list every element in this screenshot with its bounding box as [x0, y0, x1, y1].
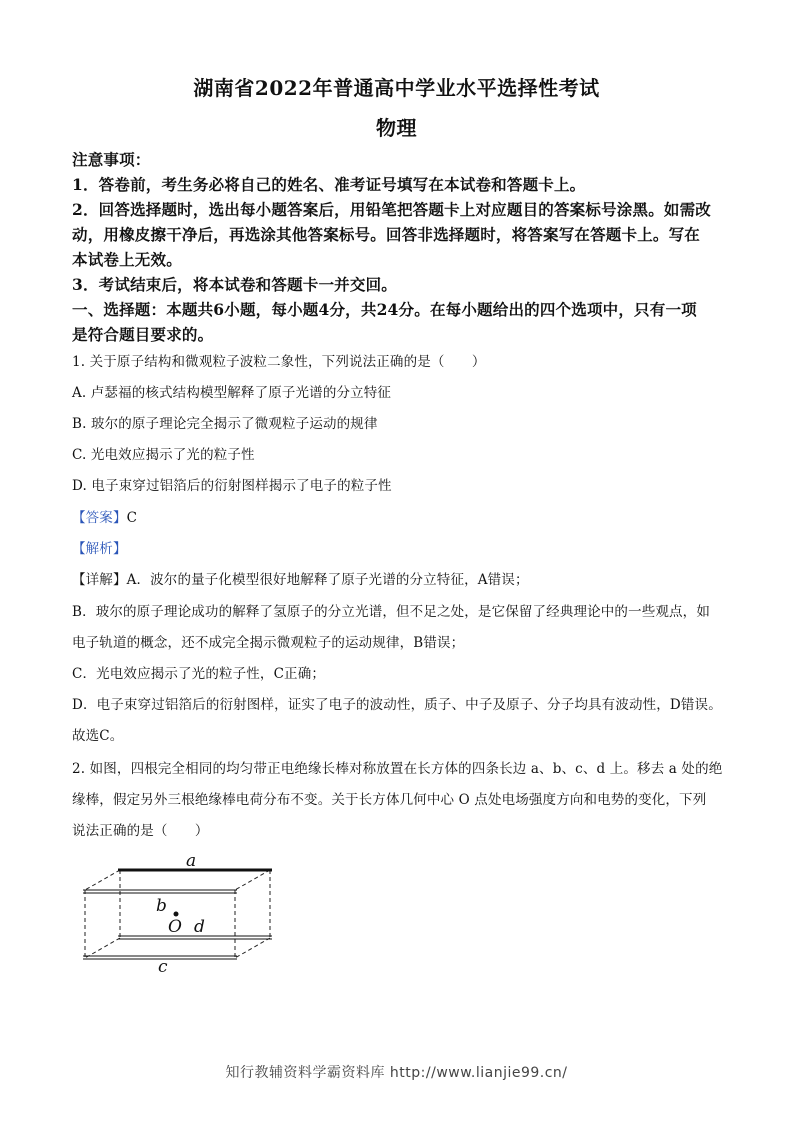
- q1-answer-line: [72, 506, 722, 526]
- analysis-tag: 【解析】: [72, 541, 127, 557]
- q1-detail-c: C．光电效应揭示了光的粒子性，C正确；: [72, 666, 326, 682]
- q2-stem-line-3: 说法正确的是（ ）: [72, 823, 209, 839]
- q1-option-a: A. 卢瑟福的核式结构模型解释了原子光谱的分立特征: [72, 385, 392, 401]
- center-point: [174, 912, 179, 917]
- notice-item-3: 3．考试结束后，将本试卷和答题卡一并交回。: [72, 275, 397, 294]
- detail-tag: 【详解】: [72, 572, 127, 588]
- subject-title: 物理: [376, 116, 417, 140]
- label-o: O: [168, 917, 182, 937]
- notice-item-2-line-3: 本试卷上无效。: [72, 250, 182, 269]
- label-c: c: [158, 957, 168, 977]
- q1-detail-b-line-1: B．玻尔的原子理论成功的解释了氢原子的分立光谱，但不足之处，是它保留了经典理论中的一些观点，如: [72, 604, 710, 620]
- q1-detail-d: D．电子束穿过铝箔后的衍射图样，证实了电子的波动性，质子、中子及原子、分子均具有波动性，D错误。: [72, 697, 722, 713]
- cuboid-rods-diagram: [70, 850, 290, 980]
- footer-watermark: 知行教辅资料学霸资料库 http://www.lianjie99.cn/: [225, 1065, 568, 1081]
- notice-item-2-line-2: 动，用橡皮擦干净后，再选涂其他答案标号。回答非选择题时，将答案写在答题卡上。写在: [72, 225, 701, 244]
- label-d: d: [194, 917, 205, 937]
- q1-detail-a: [72, 568, 722, 588]
- q1-conclusion: 故选C。: [72, 728, 124, 744]
- q1-detail-b-line-2: 电子轨道的概念，还不成完全揭示微观粒子的运动规律，B错误；: [72, 635, 465, 651]
- section-heading-line-1: 一、选择题：本题共6小题，每小题4分，共24分。在每小题给出的四个选项中，只有一项: [72, 300, 697, 319]
- q2-stem-line-2: 缘棒，假定另外三根绝缘棒电荷分布不变。关于长方体几何中心 O 点处电场强度方向和电势的变化，下列: [72, 792, 707, 808]
- label-b: b: [156, 896, 167, 916]
- q1-stem: 1. 关于原子结构和微观粒子波粒二象性，下列说法正确的是（ ）: [72, 354, 486, 370]
- q2-stem-line-1: 2. 如图，四根完全相同的均匀带正电绝缘长棒对称放置在长方体的四条长边 a、b、c、d 上。移去 a 处的绝: [72, 761, 723, 777]
- answer-tag: 【答案】: [72, 510, 127, 526]
- exam-title: 湖南省2022年普通高中学业水平选择性考试: [193, 76, 600, 100]
- section-heading-line-2: 是符合题目要求的。: [72, 325, 214, 344]
- notice-heading: 注意事项：: [72, 150, 151, 169]
- notice-item-2-line-1: 2．回答选择题时，选出每小题答案后，用铅笔把答题卡上对应题目的答案标号涂黑。如需改: [72, 200, 711, 219]
- q1-option-c: C. 光电效应揭示了光的粒子性: [72, 447, 255, 463]
- answer-value: C: [126, 510, 138, 526]
- detail-a-text: A．波尔的量子化模型很好地解释了原子光谱的分立特征，A错误；: [126, 572, 529, 588]
- q1-option-b: B. 玻尔的原子理论完全揭示了微观粒子运动的规律: [72, 416, 378, 432]
- label-a: a: [186, 851, 197, 871]
- q1-option-d: D. 电子束穿过铝箔后的衍射图样揭示了电子的粒子性: [72, 478, 392, 494]
- notice-item-1: 1．答卷前，考生务必将自己的姓名、准考证号填写在本试卷和答题卡上。: [72, 175, 586, 194]
